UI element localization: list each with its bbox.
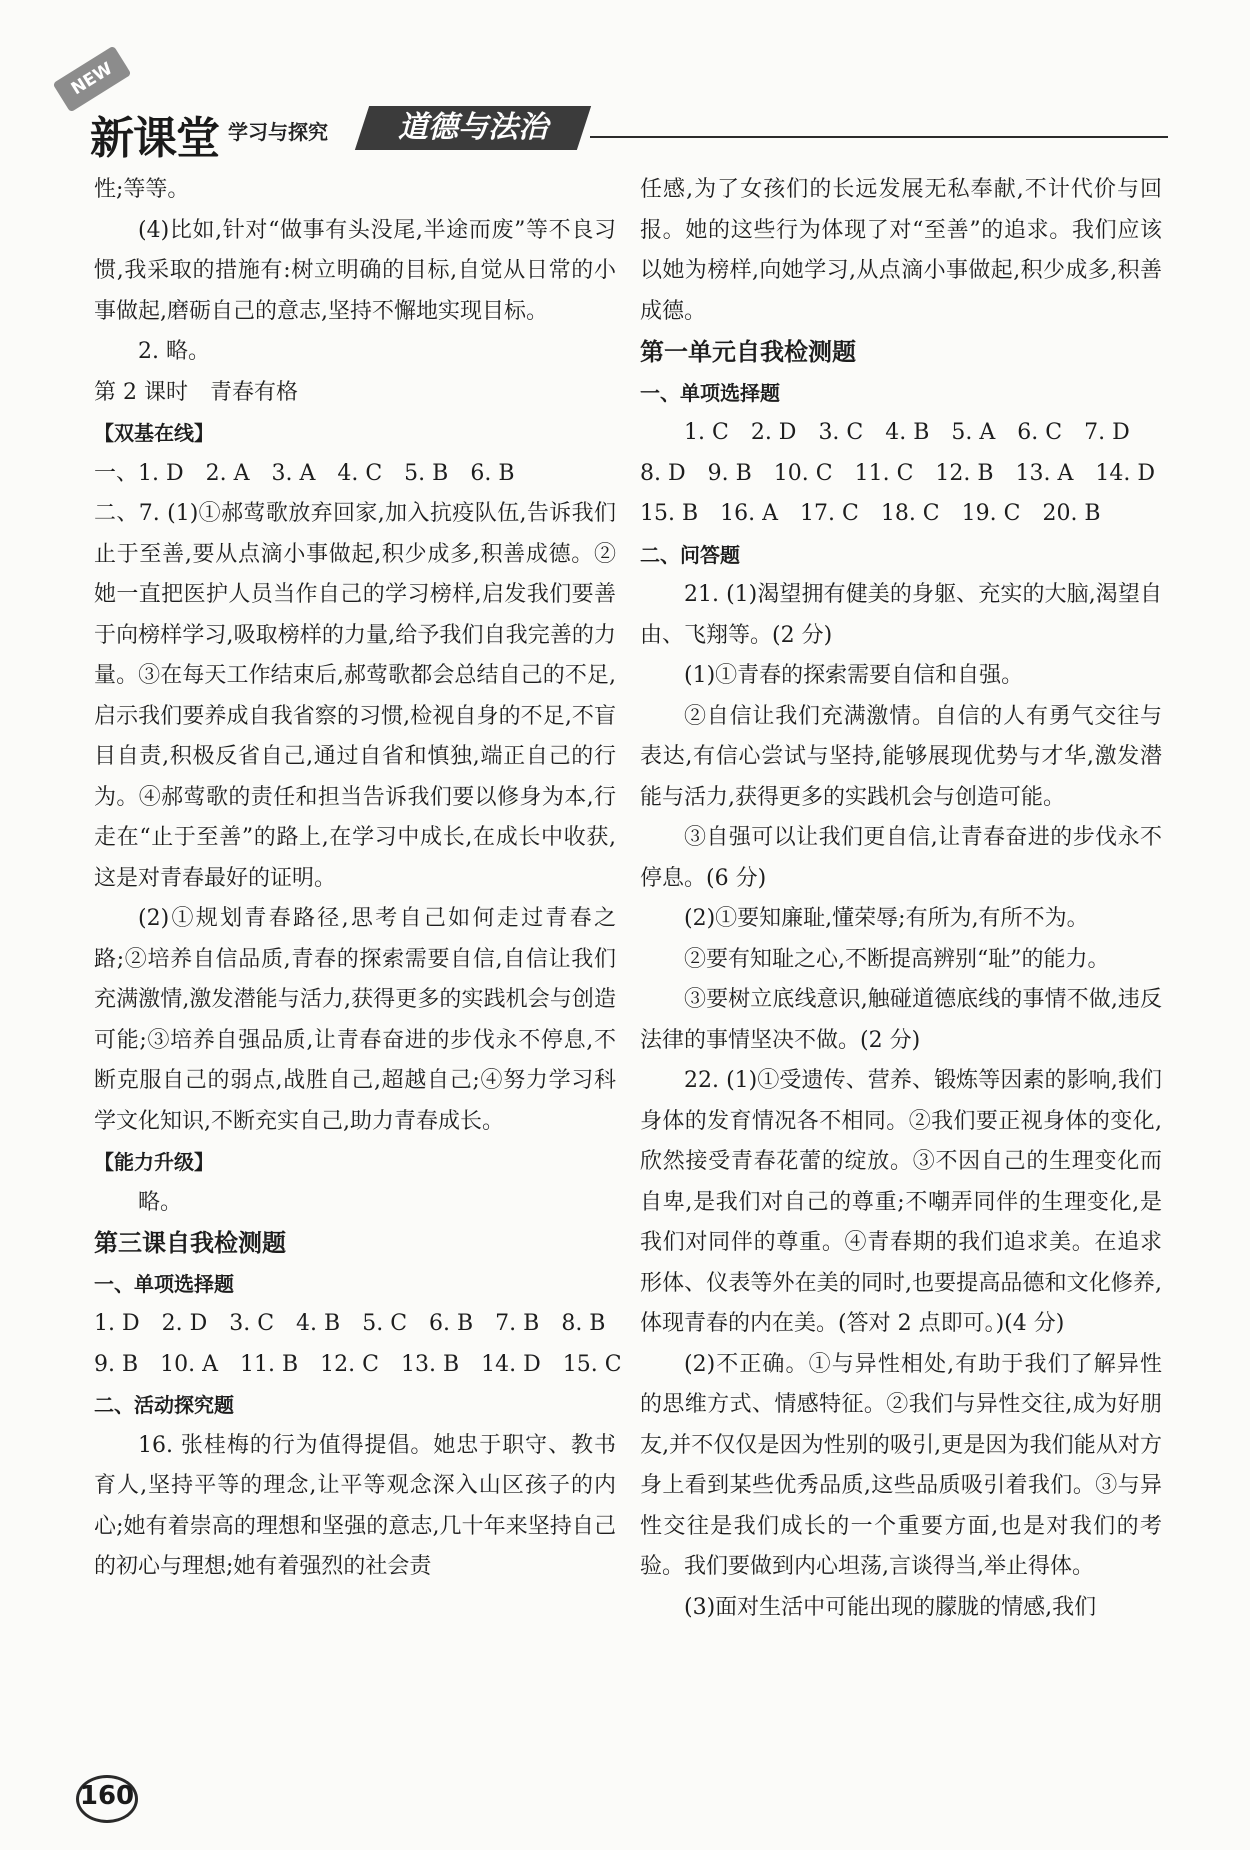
section-heading: 二、活动探究题 <box>94 1393 234 1417</box>
paragraph: (4)比如,针对“做事有头没尾,半途而废”等不良习惯,我采取的措施有:树立明确的目标,自觉从日常的小事做起,磨砺自己的意志,坚持不懈地实现目标。 <box>94 217 616 324</box>
answer-row: 9. B 10. A 11. B 12. C 13. B 14. D 15. C <box>94 1351 622 1377</box>
answer-row: 8. D 9. B 10. C 11. C 12. B 13. A 14. D <box>640 460 1156 486</box>
paragraph: ②要有知耻之心,不断提高辨别“耻”的能力。 <box>684 946 1110 972</box>
answer-row: 一、1. D 2. A 3. A 4. C 5. B 6. B <box>94 460 515 486</box>
paragraph: ②自信让我们充满激情。自信的人有勇气交往与表达,有信心尝试与坚持,能够展现优势与才华,激发潜能与活力,获得更多的实践机会与创造可能。 <box>640 703 1162 810</box>
paragraph: (1)①青春的探索需要自信和自强。 <box>684 663 1024 688</box>
paragraph: 性;等等。 <box>94 177 190 202</box>
section-heading: 一、单项选择题 <box>640 380 780 405</box>
paragraph: (2)①规划青春路径,思考自己如何走过青春之路;②培养自信品质,青春的探索需要自信,自信让我们充满激情,激发潜能与活力,获得更多的实践机会与创造可能;③培养自强品质,让青春奋进的步伐永不停息,不断克服自己的弱点,战胜自己,超越自己;④努力学习科学文化知识,不断充实自己,助力青春成长。 <box>94 906 616 1134</box>
paragraph: ③自强可以让我们更自信,让青春奋进的步伐永不停息。(6 分) <box>640 825 1162 891</box>
right-column <box>640 170 1162 1628</box>
subject-label: 道德与法治 <box>398 110 548 145</box>
paragraph: 略。 <box>138 1189 183 1215</box>
subject-banner <box>355 106 591 150</box>
paragraph: ③要树立底线意识,触碰道德底线的事情不做,违反法律的事情坚决不做。(2 分) <box>640 987 1162 1053</box>
paragraph: (2)不正确。①与异性相处,有助于我们了解异性的思维方式、情感特征。②我们与异性交往,成为好朋友,并不仅仅是因为性别的吸引,更是因为我们能从对方身上看到某些优秀品质,这些品质吸引着我们。③与异性交往是我们成长的一个重要方面,也是对我们的考验。我们要做到内心坦荡,言谈得当,举止得体。 <box>640 1351 1162 1579</box>
answer-row: 1. D 2. D 3. C 4. B 5. C 6. B 7. B 8. B <box>94 1311 606 1336</box>
paragraph: (3)面对生活中可能出现的朦胧的情感,我们 <box>684 1594 1097 1620</box>
paragraph: 任感,为了女孩们的长远发展无私奉献,不计代价与回报。她的这些行为体现了对“至善”的追求。我们应该以她为榜样,向她学习,从点滴小事做起,积少成多,积善成德。 <box>640 177 1162 324</box>
page-number <box>76 1775 140 1825</box>
brand-logo-text: 新课堂 <box>90 113 219 164</box>
header-divider <box>590 136 1168 138</box>
section-heading: 一、单项选择题 <box>94 1271 234 1296</box>
paragraph: (2)①要知廉耻,懂荣辱;有所为,有所不为。 <box>684 906 1089 931</box>
paragraph: 16. 张桂梅的行为值得提倡。她忠于职守、教书育人,坚持平等的理念,让平等观念深入山区孩子的内心;她有着崇高的理想和坚强的意志,几十年来坚持自己的初心与理想;她有着强烈的社会责 <box>94 1432 616 1579</box>
left-column <box>94 170 622 1588</box>
test-title: 第三课自我检测题 <box>94 1229 286 1257</box>
lesson-title: 第 2 课时 青春有格 <box>94 379 298 405</box>
answer-row: 1. C 2. D 3. C 4. B 5. A 6. C 7. D <box>684 420 1130 445</box>
section-heading: 【双基在线】 <box>94 421 214 445</box>
section-heading: 二、问答题 <box>640 542 740 567</box>
unit-test-title: 第一单元自我检测题 <box>640 338 856 366</box>
section-heading: 【能力升级】 <box>94 1150 214 1174</box>
new-badge: NEW <box>52 46 131 113</box>
paragraph: 二、7. (1)①郝莺歌放弃回家,加入抗疫队伍,告诉我们止于至善,要从点滴小事做起,积少成多,积善成德。②她一直把医护人员当作自己的学习榜样,启发我们要善于向榜样学习,吸取榜样的力量,给予我们自我完善的力量。③在每天工作结束后,郝莺歌都会总结自己的不足,启示我们要养成自我省察的习惯,检视自身的不足,不盲目自责,积极反省自己,通过自省和慎独,端正自己的行为。④郝莺歌的责任和担当告诉我们要以修身为本,行走在“止于至善”的路上,在学习中成长,在成长中收获,这是对青春最好的证明。 <box>94 501 616 891</box>
answer-row: 15. B 16. A 17. C 18. C 19. C 20. B <box>640 501 1101 526</box>
page-header <box>50 50 1170 164</box>
page-number-text: 160 <box>79 1781 135 1811</box>
paragraph: 2. 略。 <box>138 339 210 364</box>
paragraph: 21. (1)渴望拥有健美的身躯、充实的大脑,渴望自由、飞翔等。(2 分) <box>640 582 1162 648</box>
brand-subtitle: 学习与探究 <box>228 120 328 144</box>
paragraph: 22. (1)①受遗传、营养、锻炼等因素的影响,我们身体的发育情况各不相同。②我们要正视身体的变化,欣然接受青春花蕾的绽放。③不因自己的生理变化而自卑,是我们对自己的尊重;不嘲弄同伴的生理变化,是我们对同伴的尊重。④青春期的我们追求美。在追求形体、仪表等外在美的同时,也要提高品德和文化修养,体现青春的内在美。(答对 2 点即可。)(4 分) <box>640 1068 1162 1336</box>
